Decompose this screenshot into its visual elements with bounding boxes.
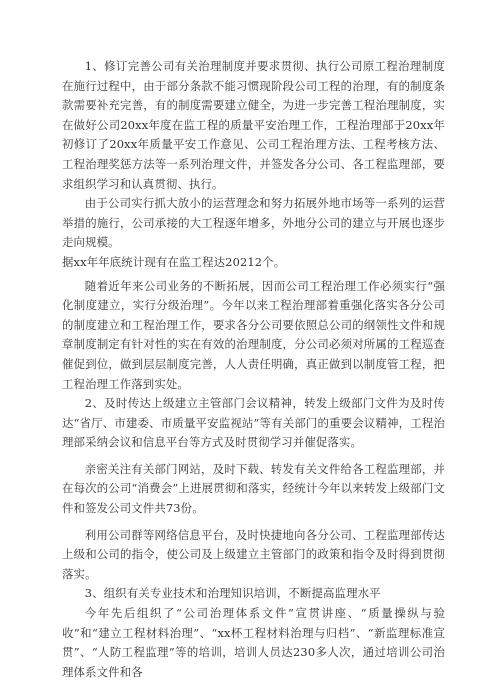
document-body — [62, 57, 445, 682]
paragraph-website-documents: 亲密关注有关部门网站，及时下载、转发有关文件给各工程监理部，并在每次的公司“消费会”上进展贯彻和落实，经统计今年以来转发上级部门文件和签发公司文件共73份。 — [62, 461, 445, 516]
paragraph-network-platform: 利用公司群等网络信息平台，及时快捷地向各分公司、工程监理部传达上级和公司的指令，使公司及上级建立主管部门的政策和指令及时得到贯彻落实。 — [62, 527, 445, 581]
paragraph-1-revise-regulations: 1、修订完善公司有关治理制度并要求贯彻、执行公司原工程治理制度在施行过程中，由于部分条款不能习惯现阶段公司工程的治理，有的制度条款需要补充完善，有的制度需要建立健全，为进一步完善工程治理制度，实在做好公司20xx年度在监工程的质量平安治理工作，工程治理部于20xx年初修订了20xx年质量平安工作意见、公司工程治理方法、工程考核方法、工程治理奖惩方法等一系列治理文件，并签发各分公司、各工程监理部，要求组织学习和认真贯彻、执行。 — [62, 59, 445, 191]
paragraph-2-convey-meetings: 2、及时传达上级建立主管部门会议精神，转发上级部门文件为及时传达“省厅、市建委、市质量平安监视站”等有关部门的重要会议精神，工程治理部采纳会议和信息平台等方式及时贯彻学习并催促落实。 — [62, 396, 445, 450]
paragraph-statistics: 据xx年年底统计现有在监工程达20212个。 — [62, 254, 286, 269]
paragraph-3-training-heading: 3、组织有关专业技术和治理知识培训，不断提高监理水平 — [84, 586, 381, 601]
paragraph-business-expansion: 由于公司实行抓大放小的运营理念和努力拓展外地市场等一系列的运营举措的施行，公司承接的大工程逐年增多，外地分公司的建立与开展也逐步走向规模。 — [62, 196, 445, 250]
paragraph-strengthen-system: 随着近年来公司业务的不断拓展，因而公司工程治理工作必须实行“强化制度建立，实行分级治理”。今年以来工程治理部着重强化落实各分公司的制度建立和工程治理工作，要求各分公司要依照总公司的纲领性文件和规章制度制定有针对性的实在有效的治理制度，分公司必须对所属的工程巡查催促到位，做到层层制度完善，人人责任明确，真正做到以制度管工程，把工程治理工作落到实处。 — [62, 278, 445, 391]
paragraph-training-details: 今年先后组织了“公司治理体系文件”宣贯讲座、“质量操纵与验收”和“建立工程材料治理”、“xx杯工程材料治理与归档”、“新监理标准宣贯”、“人防工程监理”等的培训，培训人员达230多人次，通过培训公司治理体系文件和各 — [62, 606, 445, 679]
